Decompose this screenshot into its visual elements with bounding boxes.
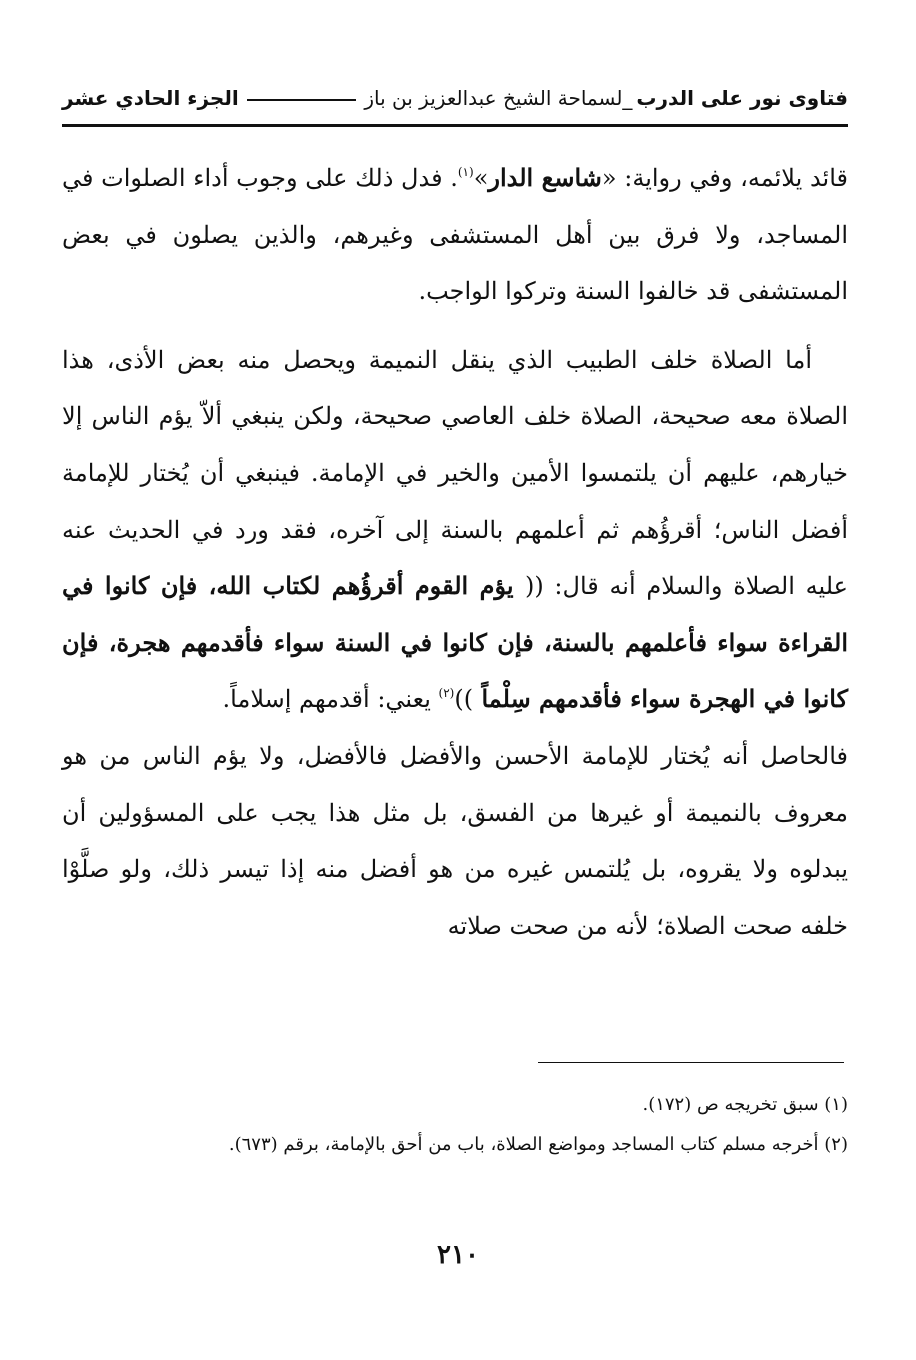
footnotes <box>62 1086 848 1166</box>
running-header <box>62 86 848 110</box>
header-book-title: فتاوى نور على الدرب <box>636 86 848 110</box>
p1-quote-bold: شاسع الدار <box>488 163 602 192</box>
footnote-2: (٢) أخرجه مسلم كتاب المساجد ومواضع الصلاة، باب من أحق بالإمامة، برقم (٦٧٣). <box>228 1134 848 1155</box>
p1-quote-close: » <box>473 164 489 192</box>
header-rule <box>247 99 357 101</box>
p1-text-b: . فدل ذلك على وجوب أداء الصلوات في المساجد، ولا فرق بين أهل المستشفى وغيرهم، والذين يصلون في بعض المستشفى قد خالفوا السنة وتركوا الواجب. <box>62 164 848 306</box>
footnote-ref-1: (١) <box>457 165 474 179</box>
p2-text-b: يعني: أقدمهم إسلاماً. <box>222 685 439 714</box>
p2-hadith-close: )) <box>454 685 474 714</box>
paragraph-3: فالحاصل أنه يُختار للإمامة الأحسن والأفضل فالأفضل، ولا يؤم الناس من هو معروف بالنميمة أو غيرها من الفسق، بل مثل هذا يجب على المسؤولين أن يبدلوه ولا يقروه، بل يُلتمس غيره من هو أفضل منه إذا تيسر ذلك، ولو صلَّوْا خلفه صحت الصلاة؛ لأنه من صحت صلاته <box>62 741 848 940</box>
footnote-1: (١) سبق تخريجه ص (١٧٢). <box>642 1094 848 1115</box>
main-text <box>62 150 848 954</box>
paragraph-2 <box>62 332 848 728</box>
hadith-bold: يؤم القوم أقرؤُهم لكتاب الله، فإن كانوا في القراءة سواء فأعلمهم بالسنة، فإن كانوا في السنة سواء فأقدمهم هجرة، فإن كانوا في الهجرة سواء فأقدمهم سِلْماً <box>62 571 848 714</box>
header-volume: الجزء الحادي عشر <box>62 86 239 110</box>
header-author: _لسماحة الشيخ عبدالعزيز بن باز <box>364 86 633 110</box>
footnote-ref-2: (٢) <box>438 686 455 701</box>
page-number: ٢١٠ <box>437 1240 479 1270</box>
footnote-separator <box>538 1062 844 1063</box>
p1-text-a: قائد يلائمه، وفي رواية: « <box>601 164 849 192</box>
header-underline <box>62 124 848 127</box>
paragraph-1 <box>62 150 848 320</box>
p2-text-a: أما الصلاة خلف الطبيب الذي ينقل النميمة ويحصل منه بعض الأذى، هذا الصلاة معه صحيحة، الصلاة خلف العاصي صحيحة، ولكن ينبغي ألاّ يؤم الناس إلا خيارهم، عليهم أن يلتمسوا الأمين والخير في الإمامة. فينبغي أن يُختار للإمامة أفضل الناس؛ أقرؤُهم ثم أعلمهم بالسنة إلى آخره، فقد ورد في الحديث عنه عليه الصلاة والسلام أنه قال: (( <box>62 345 848 601</box>
